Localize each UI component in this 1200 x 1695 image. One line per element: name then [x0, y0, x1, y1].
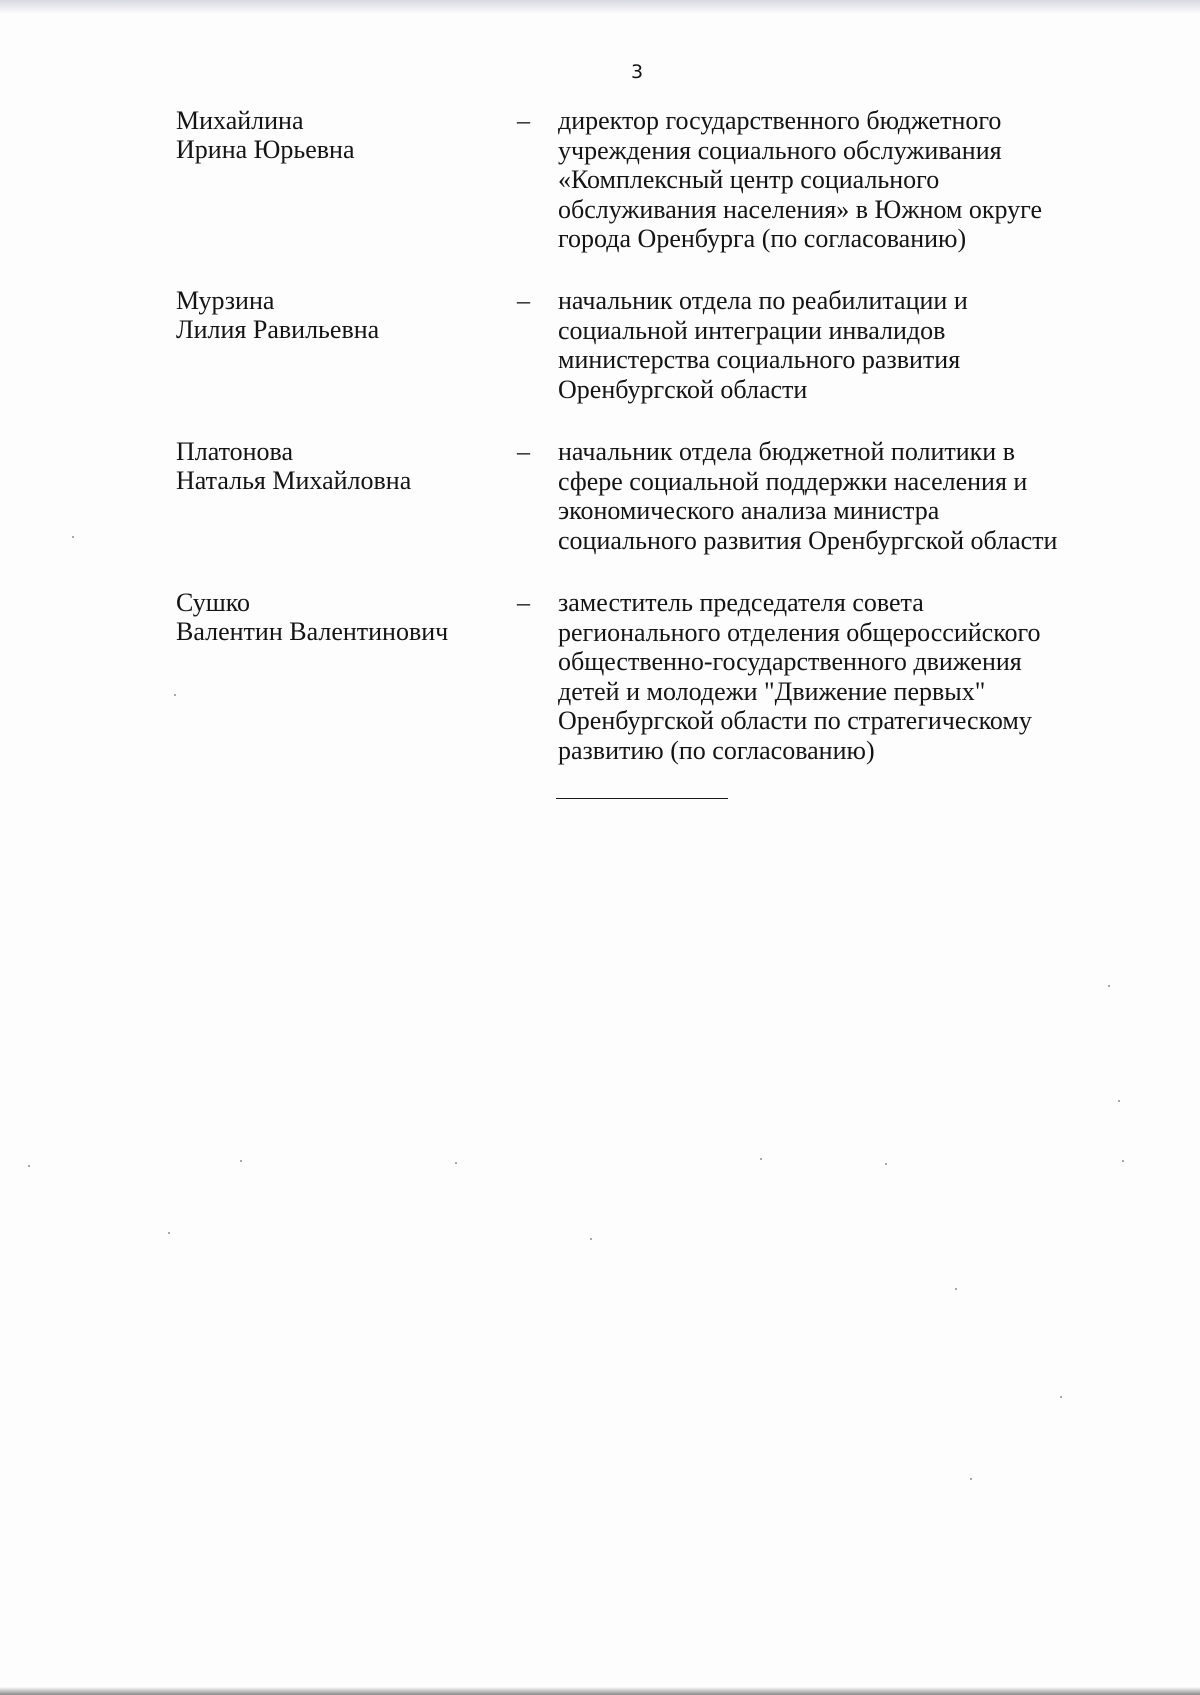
- scan-speck: [28, 1165, 30, 1167]
- member-given-names: Валентин Валентинович: [176, 617, 449, 646]
- member-name: [176, 588, 506, 646]
- member-position: [558, 437, 1118, 555]
- scan-speck: [1122, 1160, 1124, 1162]
- member-given-names: Ирина Юрьевна: [176, 135, 355, 164]
- closing-rule: [556, 798, 728, 799]
- scan-top-edge: [0, 0, 1200, 14]
- member-position: [558, 106, 1118, 254]
- separator-dash: –: [517, 588, 530, 617]
- member-name: [176, 286, 506, 344]
- scan-speck: [72, 536, 74, 538]
- position-line: «Комплексный центр социального: [558, 165, 940, 194]
- member-given-names: Лилия Равильевна: [176, 315, 380, 344]
- scan-speck: [760, 1158, 762, 1160]
- member-position: [558, 286, 1118, 404]
- page-number: 3: [631, 61, 644, 83]
- scan-speck: [955, 1288, 957, 1290]
- scan-speck: [1108, 985, 1110, 987]
- scan-speck: [590, 1238, 592, 1240]
- member-given-names: Наталья Михайловна: [176, 466, 412, 495]
- separator-dash: –: [517, 437, 530, 466]
- scan-bottom-edge: [0, 1687, 1200, 1695]
- separator-dash: –: [517, 286, 530, 315]
- position-line: регионального отделения общероссийского: [558, 617, 1041, 647]
- position-line: директор государственного бюджетного: [558, 106, 1002, 135]
- position-line: начальник отдела бюджетной политики в: [558, 437, 1015, 466]
- member-surname: Мурзина: [176, 286, 275, 315]
- position-line: социальной интеграции инвалидов: [558, 315, 946, 345]
- position-line: экономического анализа министра: [558, 496, 940, 525]
- position-line: общественно-государственного движения: [558, 647, 1022, 676]
- scan-speck: [970, 1478, 972, 1480]
- member-surname: Сушко: [176, 588, 251, 617]
- position-line: социального развития Оренбургской области: [558, 525, 1058, 555]
- position-line: Оренбургской области: [558, 374, 808, 404]
- member-name: [176, 437, 506, 495]
- scan-speck: [1118, 1100, 1120, 1102]
- position-line: детей и молодежи "Движение первых": [558, 676, 986, 706]
- member-surname: Михайлина: [176, 106, 304, 135]
- position-line: заместитель председателя совета: [558, 588, 924, 617]
- separator-dash: –: [517, 106, 530, 135]
- member-position: [558, 588, 1118, 765]
- position-line: обслуживания населения» в Южном округе: [558, 194, 1042, 224]
- position-line: развитию (по согласованию): [558, 735, 875, 765]
- member-name: [176, 106, 506, 164]
- scan-speck: [174, 694, 176, 696]
- position-line: сфере социальной поддержки населения и: [558, 466, 1028, 496]
- position-line: города Оренбурга (по согласованию): [558, 224, 967, 253]
- scan-speck: [885, 1163, 887, 1165]
- member-surname: Платонова: [176, 437, 294, 466]
- scan-speck: [168, 1232, 170, 1234]
- position-line: министерства социального развития: [558, 345, 961, 374]
- position-line: Оренбургской области по стратегическому: [558, 706, 1032, 735]
- scan-speck: [1060, 1396, 1062, 1398]
- scan-speck: [455, 1162, 457, 1164]
- position-line: учреждения социального обслуживания: [558, 135, 1002, 165]
- position-line: начальник отдела по реабилитации и: [558, 286, 968, 315]
- scan-speck: [240, 1160, 242, 1162]
